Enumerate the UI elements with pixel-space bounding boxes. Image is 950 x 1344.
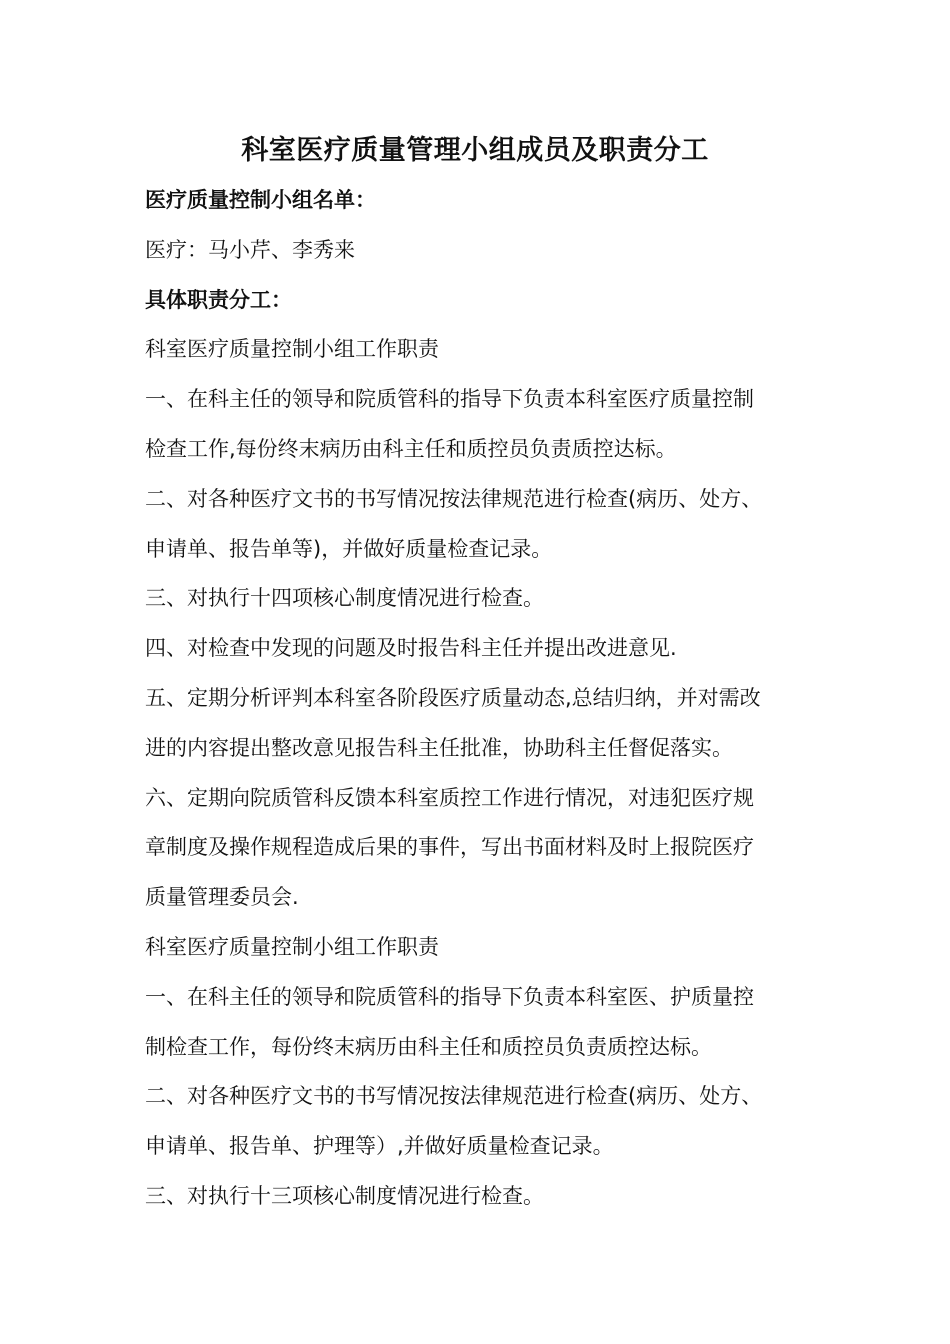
document-body xyxy=(145,176,817,1222)
paragraph-line: 进的内容提出整改意见报告科主任批准，协助科主任督促落实。 xyxy=(145,735,733,760)
duties-subheading: 科室医疗质量控制小组工作职责 xyxy=(145,934,439,959)
document-title: 科室医疗质量管理小组成员及职责分工 xyxy=(241,135,709,166)
paragraph-line: 申请单、报告单、护理等）,并做好质量检查记录。 xyxy=(145,1134,614,1159)
section-heading-duties: 具体职责分工： xyxy=(145,287,292,312)
paragraph-line: 二、对各种医疗文书的书写情况按法律规范进行检查(病历、处方、 xyxy=(145,486,763,511)
member-list-line: 医疗：马小芹、李秀来 xyxy=(145,237,355,262)
section-heading-member-list: 医疗质量控制小组名单： xyxy=(145,188,376,212)
paragraph-line: 四、对检查中发现的问题及时报告科主任并提出改进意见. xyxy=(145,636,677,661)
paragraph-line: 检查工作,每份终末病历由科主任和质控员负责质控达标。 xyxy=(145,436,677,461)
paragraph-line: 质量管理委员会. xyxy=(145,885,299,910)
paragraph-line: 制检查工作，每份终末病历由科主任和质控员负责质控达标。 xyxy=(145,1034,712,1059)
paragraph-line: 申请单、报告单等)，并做好质量检查记录。 xyxy=(145,536,553,561)
duties-subheading: 科室医疗质量控制小组工作职责 xyxy=(145,337,439,362)
paragraph-line: 二、对各种医疗文书的书写情况按法律规范进行检查(病历、处方、 xyxy=(145,1084,763,1109)
paragraph-line: 五、定期分析评判本科室各阶段医疗质量动态,总结归纳，并对需改 xyxy=(145,685,761,710)
paragraph-line: 三、对执行十四项核心制度情况进行检查。 xyxy=(145,586,544,611)
paragraph-line: 三、对执行十三项核心制度情况进行检查。 xyxy=(145,1183,544,1208)
paragraph-line: 一、在科主任的领导和院质管科的指导下负责本科室医疗质量控制 xyxy=(145,387,754,412)
paragraph-line: 六、定期向院质管科反馈本科室质控工作进行情况，对违犯医疗规 xyxy=(145,785,754,810)
paragraph-line: 一、在科主任的领导和院质管科的指导下负责本科室医、护质量控 xyxy=(145,984,754,1009)
paragraph-line: 章制度及操作规程造成后果的事件，写出书面材料及时上报院医疗 xyxy=(145,835,754,860)
